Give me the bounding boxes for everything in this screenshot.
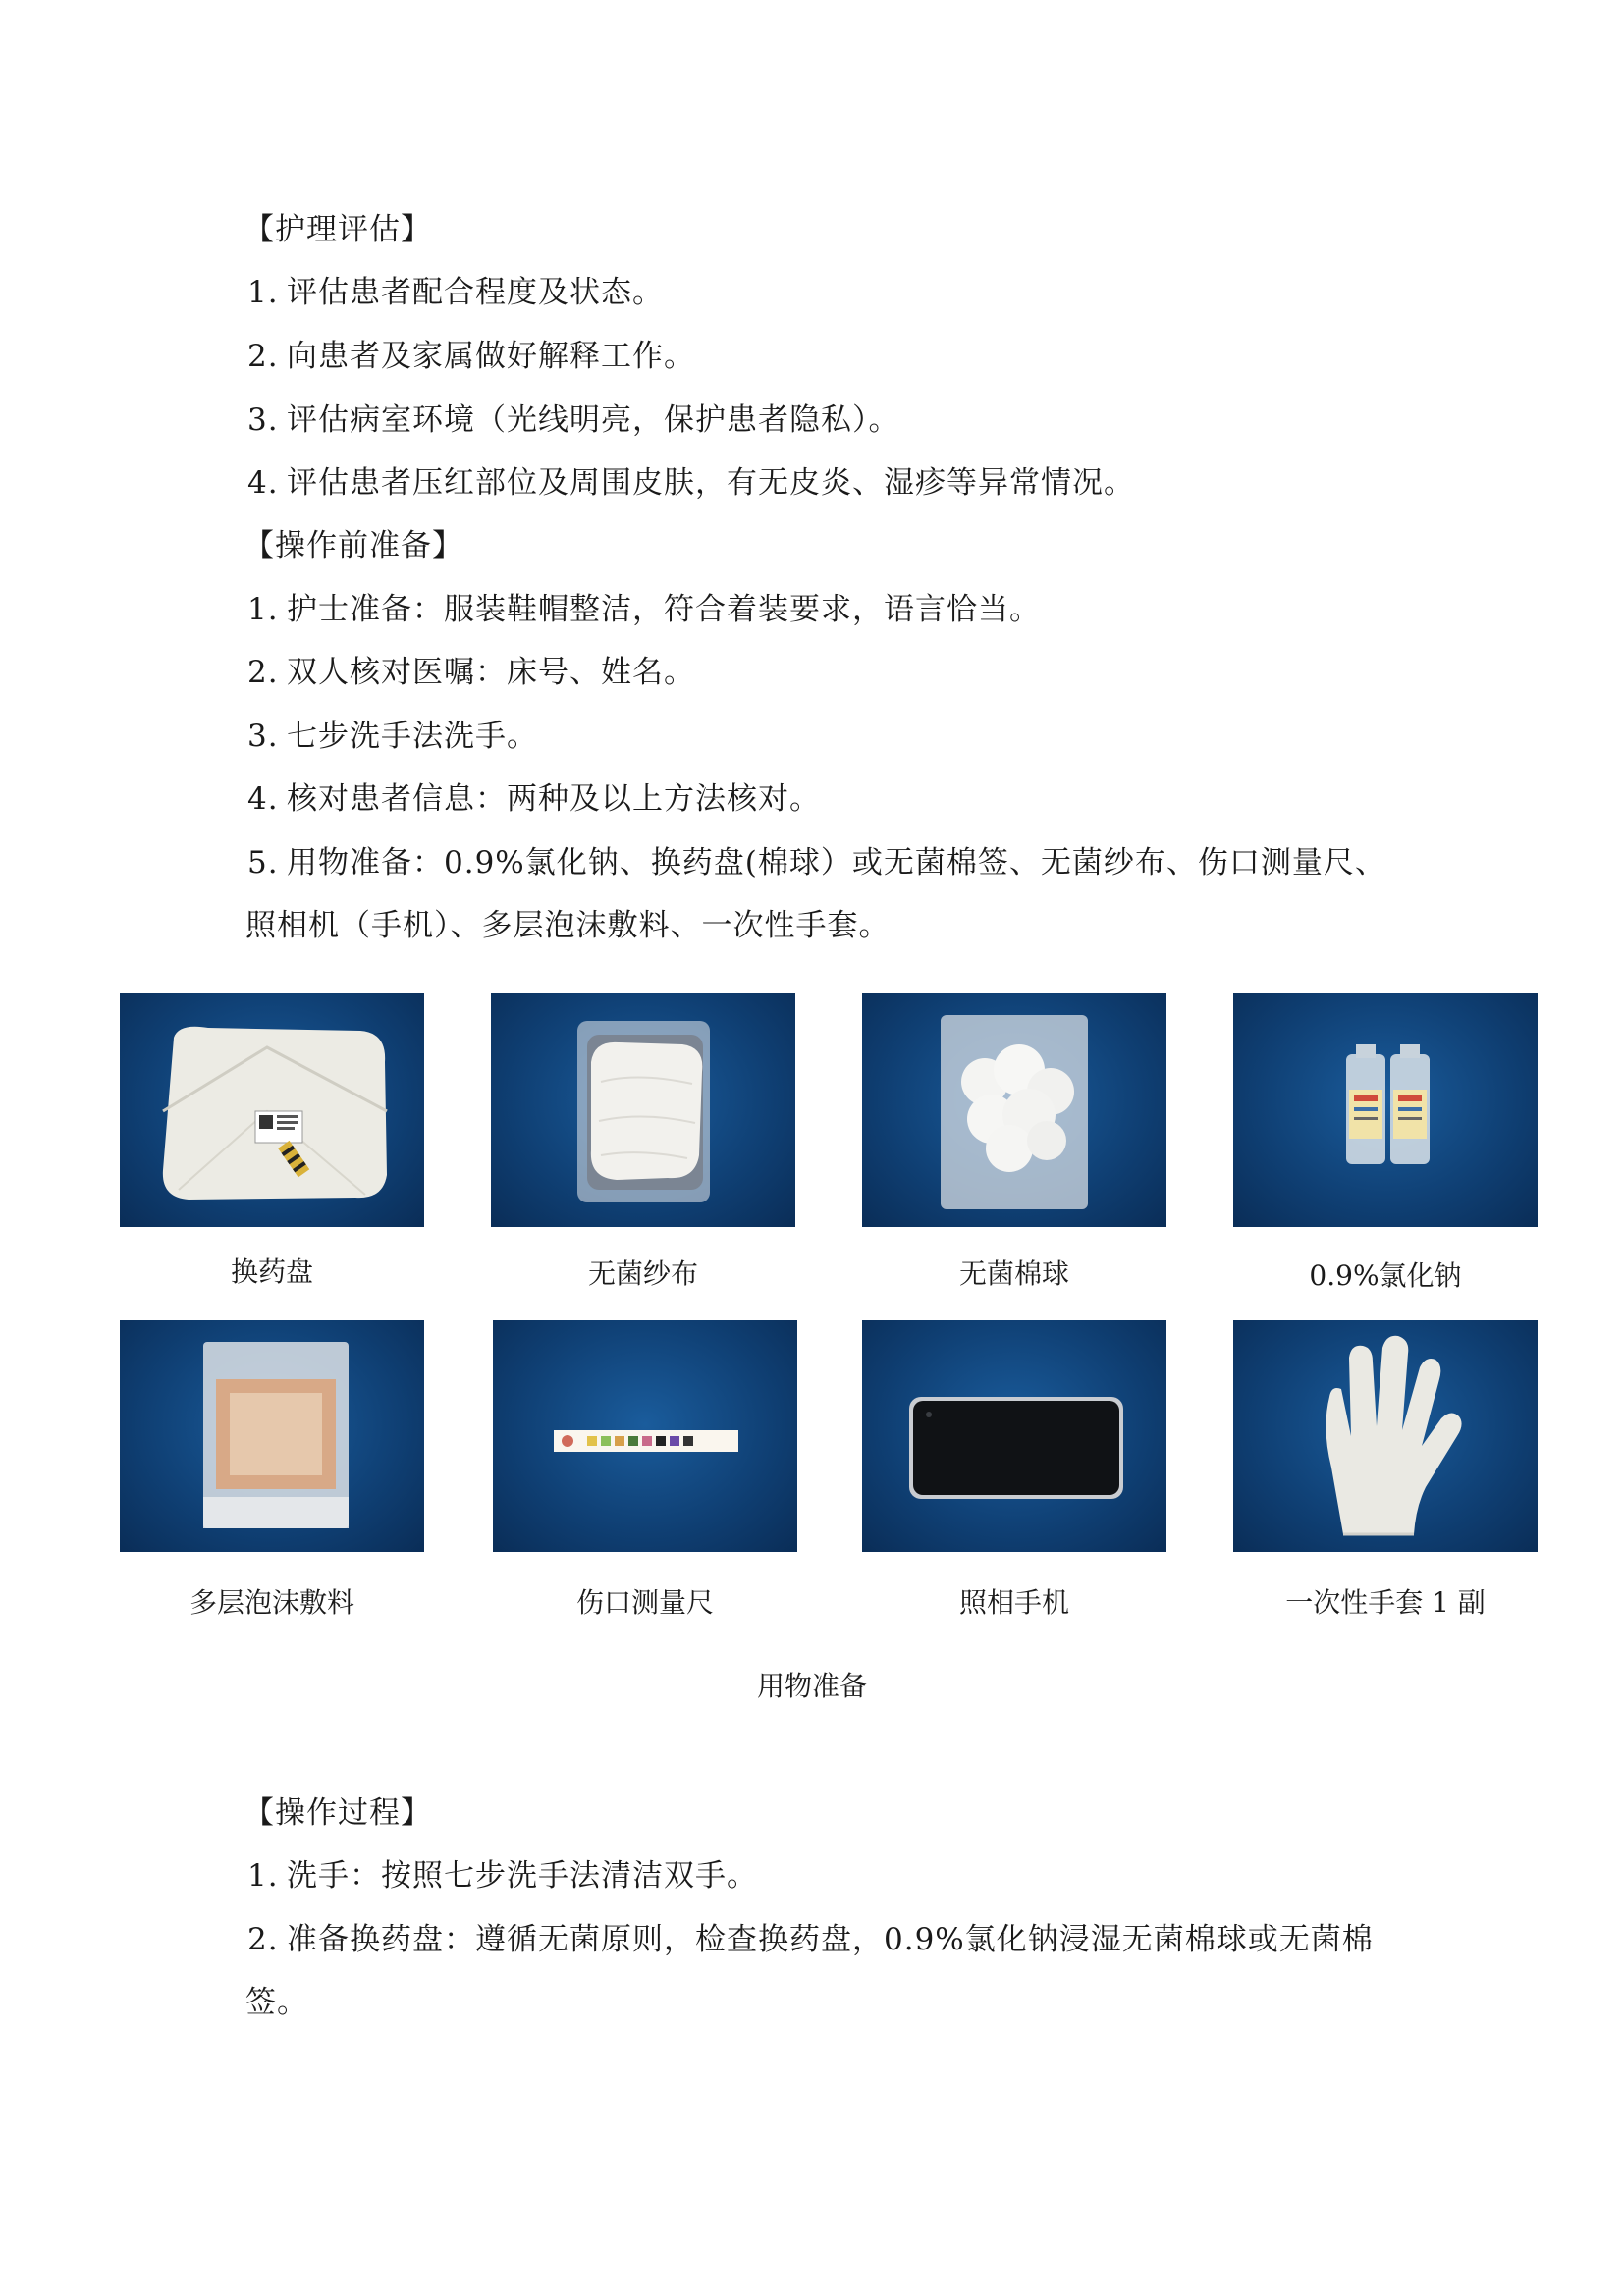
- item-number: 2.: [247, 1922, 279, 1957]
- item-continuation: 照相机（手机）、多层泡沫敷料、一次性手套。: [245, 908, 891, 943]
- list-item: [247, 1855, 758, 1896]
- item-text: 向患者及家属做好解释工作。: [287, 339, 695, 374]
- item-number: 1.: [247, 275, 279, 310]
- item-text: 评估患者配合程度及状态。: [287, 275, 664, 310]
- photo-caption: 伤口测量尺: [575, 1586, 714, 1619]
- photo-dressing-tray: [120, 993, 424, 1227]
- photo-camera-phone: [862, 1320, 1166, 1552]
- photo-caption: 0.9%氯化钠: [1309, 1259, 1462, 1292]
- item-text: 七步洗手法洗手。: [287, 719, 538, 754]
- photo-sterile-gauze: [491, 993, 795, 1227]
- item-text: 双人核对医嘱：床号、姓名。: [287, 655, 695, 690]
- photo-sterile-cotton-ball: [862, 993, 1166, 1227]
- list-item: [247, 1919, 1374, 1960]
- list-item: [247, 589, 1041, 630]
- photo-caption: 换药盘: [230, 1255, 313, 1288]
- photo-caption: 无菌棉球: [958, 1257, 1069, 1290]
- photo-saline: [1233, 993, 1538, 1227]
- item-number: 2.: [247, 655, 279, 690]
- section-heading-assessment: 【护理评估】: [244, 212, 432, 247]
- list-item: [247, 842, 1386, 883]
- item-number: 1.: [247, 592, 279, 627]
- item-text: 核对患者信息：两种及以上方法核对。: [287, 781, 821, 817]
- photo-caption: 多层泡沫敷料: [189, 1586, 354, 1619]
- list-item: [247, 400, 900, 441]
- item-text: 评估病室环境（光线明亮，保护患者隐私）。: [287, 402, 900, 438]
- photo-wound-ruler: [493, 1320, 797, 1552]
- section-heading-preparation: 【操作前准备】: [244, 528, 463, 563]
- item-continuation: 签。: [245, 1985, 308, 2020]
- section-heading-procedure: 【操作过程】: [244, 1795, 432, 1831]
- list-item: [247, 652, 695, 693]
- item-text: 评估患者压红部位及周围皮肤，有无皮炎、湿疹等异常情况。: [287, 465, 1135, 501]
- item-number: 3.: [247, 719, 279, 754]
- photo-disposable-glove: [1233, 1320, 1538, 1552]
- photo-caption: 一次性手套 1 副: [1285, 1586, 1486, 1619]
- photo-foam-dressing: [120, 1320, 424, 1552]
- list-item: [247, 716, 538, 757]
- item-number: 1.: [247, 1858, 279, 1894]
- item-text: 护士准备：服装鞋帽整洁，符合着装要求，语言恰当。: [287, 592, 1041, 627]
- saline-bottle-icon: [1233, 993, 1538, 1227]
- dressing-tray-icon: [120, 993, 424, 1227]
- item-text: 准备换药盘：遵循无菌原则，检查换药盘，0.9%氯化钠浸湿无菌棉球或无菌棉: [287, 1922, 1374, 1957]
- photo-caption: 照相手机: [958, 1586, 1069, 1619]
- item-number: 4.: [247, 781, 279, 817]
- list-item: [247, 462, 1135, 504]
- list-item: [247, 778, 821, 820]
- disposable-glove-icon: [1233, 1320, 1538, 1552]
- photo-caption: 无菌纱布: [587, 1257, 698, 1290]
- camera-phone-icon: [862, 1320, 1166, 1552]
- item-text: 洗手：按照七步洗手法清洁双手。: [287, 1858, 758, 1894]
- item-number: 4.: [247, 465, 279, 501]
- list-item: [247, 336, 695, 377]
- item-number: 5.: [247, 845, 279, 881]
- list-item: [247, 272, 664, 313]
- item-number: 3.: [247, 402, 279, 438]
- item-text: 用物准备：0.9%氯化钠、换药盘(棉球）或无菌棉签、无菌纱布、伤口测量尺、: [287, 845, 1386, 881]
- sterile-cotton-ball-icon: [862, 993, 1166, 1227]
- foam-dressing-icon: [120, 1320, 424, 1552]
- figure-caption: 用物准备: [756, 1670, 867, 1702]
- item-number: 2.: [247, 339, 279, 374]
- sterile-gauze-icon: [491, 993, 795, 1227]
- wound-ruler-icon: [493, 1320, 797, 1552]
